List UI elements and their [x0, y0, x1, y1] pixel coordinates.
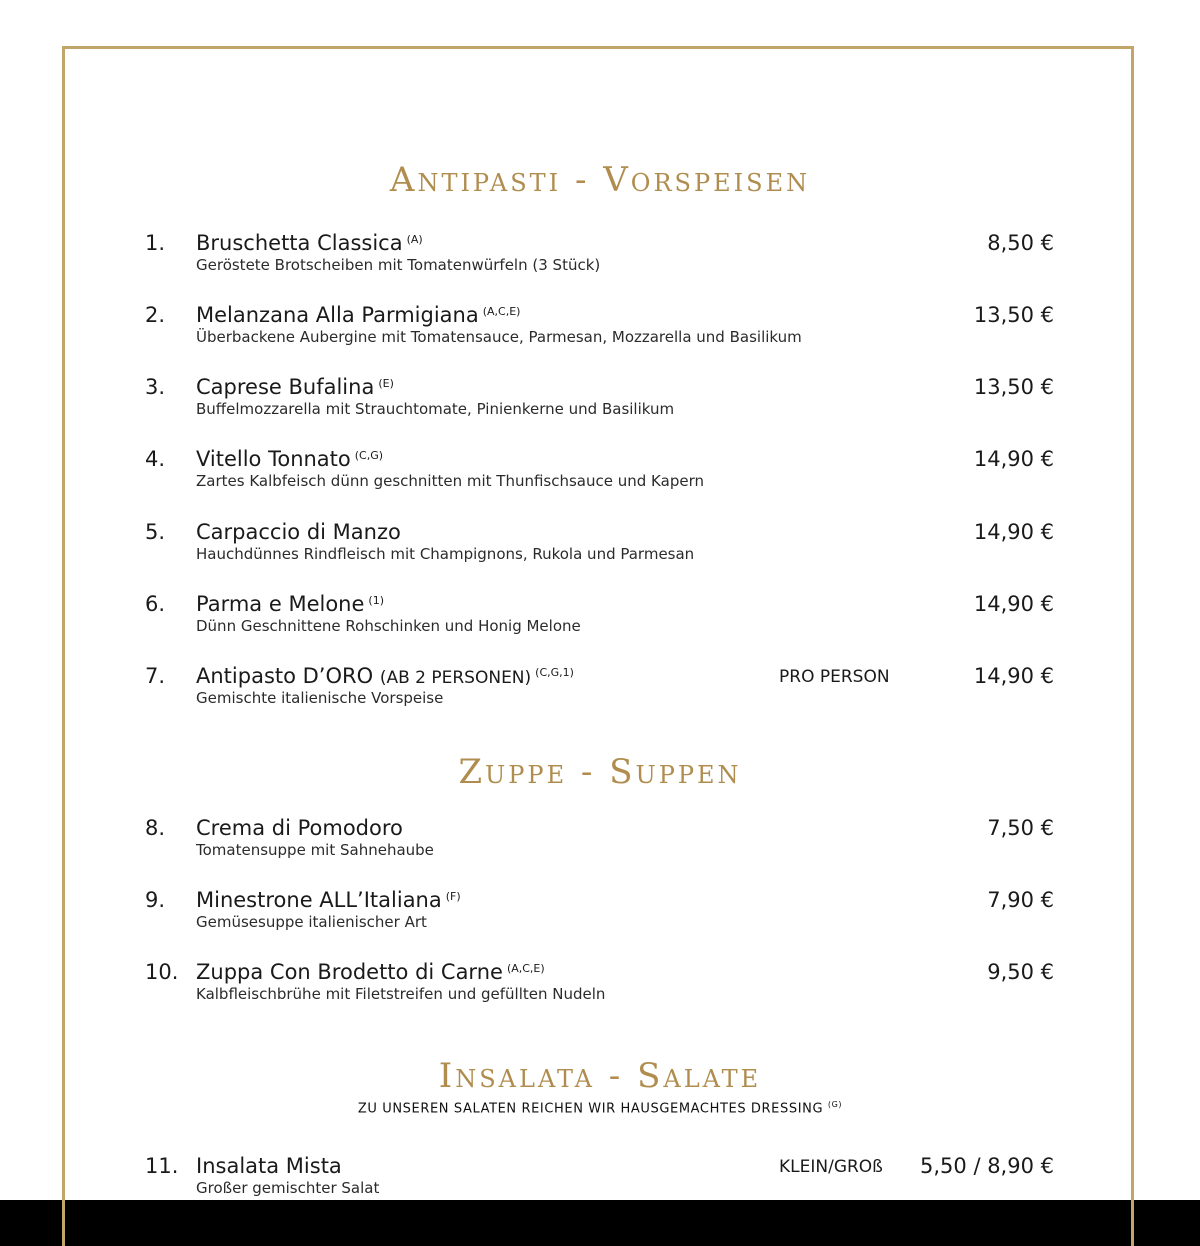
item-description: Tomatensuppe mit Sahnehaube — [196, 841, 434, 859]
item-allergens: (1) — [368, 594, 384, 607]
item-price-note: KLEIN/GROß — [779, 1157, 883, 1177]
item-name-text: Antipasto D’ORO — [196, 664, 374, 688]
item-name-text: Minestrone ALL’Italiana — [196, 888, 442, 912]
item-description: Zartes Kalbfeisch dünn geschnitten mit Thunfischsauce und Kapern — [196, 472, 704, 490]
item-name — [196, 518, 401, 546]
menu-item — [0, 1152, 1200, 1212]
item-name-text: Vitello Tonnato — [196, 447, 351, 471]
item-description: Hauchdünnes Rindfleisch mit Champignons, Rukola und Parmesan — [196, 545, 695, 563]
item-allergens: (F) — [445, 890, 461, 903]
section-subtitle-insalata — [0, 1100, 1200, 1116]
item-price: 14,90 € — [973, 520, 1054, 544]
item-allergens: (A) — [406, 233, 423, 246]
item-number: 10. — [145, 960, 179, 984]
item-number: 3. — [145, 375, 166, 399]
item-price-note: PRO PERSON — [779, 667, 890, 687]
item-name — [196, 1152, 342, 1180]
item-price: 7,50 € — [987, 816, 1054, 840]
menu-item — [0, 590, 1200, 650]
menu-item — [0, 373, 1200, 433]
menu-item — [0, 662, 1200, 722]
section-title-antipasti: Antipasti - Vorspeisen — [389, 160, 811, 200]
item-number: 11. — [145, 1154, 179, 1178]
menu-item — [0, 445, 1200, 505]
item-price: 9,50 € — [987, 960, 1054, 984]
menu-item — [0, 518, 1200, 578]
item-number: 9. — [145, 888, 166, 912]
item-description: Gemischte italienische Vorspeise — [196, 689, 444, 707]
item-allergens: (C,G,1) — [535, 666, 574, 679]
item-number: 1. — [145, 231, 166, 255]
item-name-text: Carpaccio di Manzo — [196, 520, 401, 544]
item-description: Dünn Geschnittene Rohschinken und Honig Melone — [196, 617, 581, 635]
item-name-text: Caprese Bufalina — [196, 375, 375, 399]
section-title-zuppe: Zuppe - Suppen — [458, 752, 742, 792]
item-name — [196, 590, 384, 618]
menu-item — [0, 958, 1200, 1018]
menu-item — [0, 886, 1200, 946]
item-name-extra: (AB 2 PERSONEN) — [379, 668, 532, 688]
item-name — [196, 301, 520, 329]
item-price: 13,50 € — [973, 375, 1054, 399]
item-price: 14,90 € — [973, 447, 1054, 471]
item-name — [196, 958, 545, 986]
subtitle-allergen: (G) — [827, 1100, 843, 1109]
item-name — [196, 373, 394, 401]
item-description: Überbackene Aubergine mit Tomatensauce, Parmesan, Mozzarella und Basilikum — [196, 328, 802, 346]
item-name — [196, 814, 403, 842]
section-title-insalata: Insalata - Salate — [438, 1056, 762, 1096]
item-number: 7. — [145, 664, 166, 688]
item-allergens: (E) — [378, 377, 394, 390]
item-description: Buffelmozzarella mit Strauchtomate, Pinienkerne und Basilikum — [196, 400, 675, 418]
item-allergens: (A,C,E) — [482, 305, 521, 318]
item-name-text: Melanzana Alla Parmigiana — [196, 303, 479, 327]
item-number: 5. — [145, 520, 166, 544]
item-name-text: Parma e Melone — [196, 592, 365, 616]
menu-item — [0, 301, 1200, 361]
item-number: 4. — [145, 447, 166, 471]
item-price: 14,90 € — [973, 664, 1054, 688]
menu-item — [0, 814, 1200, 874]
item-price: 14,90 € — [973, 592, 1054, 616]
item-description: Großer gemischter Salat — [196, 1179, 380, 1197]
item-name-text: Insalata Mista — [196, 1154, 342, 1178]
item-price: 13,50 € — [973, 303, 1054, 327]
item-price: 7,90 € — [987, 888, 1054, 912]
item-name — [196, 229, 423, 257]
item-name-text: Zuppa Con Brodetto di Carne — [196, 960, 503, 984]
item-allergens: (C,G) — [354, 449, 384, 462]
item-description: Kalbfleischbrühe mit Filetstreifen und gefüllten Nudeln — [196, 985, 606, 1003]
item-name — [196, 445, 383, 473]
item-allergens: (A,C,E) — [506, 962, 545, 975]
item-number: 8. — [145, 816, 166, 840]
item-number: 6. — [145, 592, 166, 616]
item-name-text: Bruschetta Classica — [196, 231, 403, 255]
item-description: Gemüsesuppe italienischer Art — [196, 913, 427, 931]
item-price: 8,50 € — [987, 231, 1054, 255]
item-number: 2. — [145, 303, 166, 327]
subtitle-text: ZU UNSEREN SALATEN REICHEN WIR HAUSGEMACHTES DRESSING — [357, 1101, 824, 1117]
item-price: 5,50 / 8,90 € — [920, 1154, 1054, 1178]
menu-item — [0, 229, 1200, 289]
item-description: Geröstete Brotscheiben mit Tomatenwürfeln (3 Stück) — [196, 256, 601, 274]
item-name — [196, 886, 461, 914]
item-name-text: Crema di Pomodoro — [196, 816, 403, 840]
